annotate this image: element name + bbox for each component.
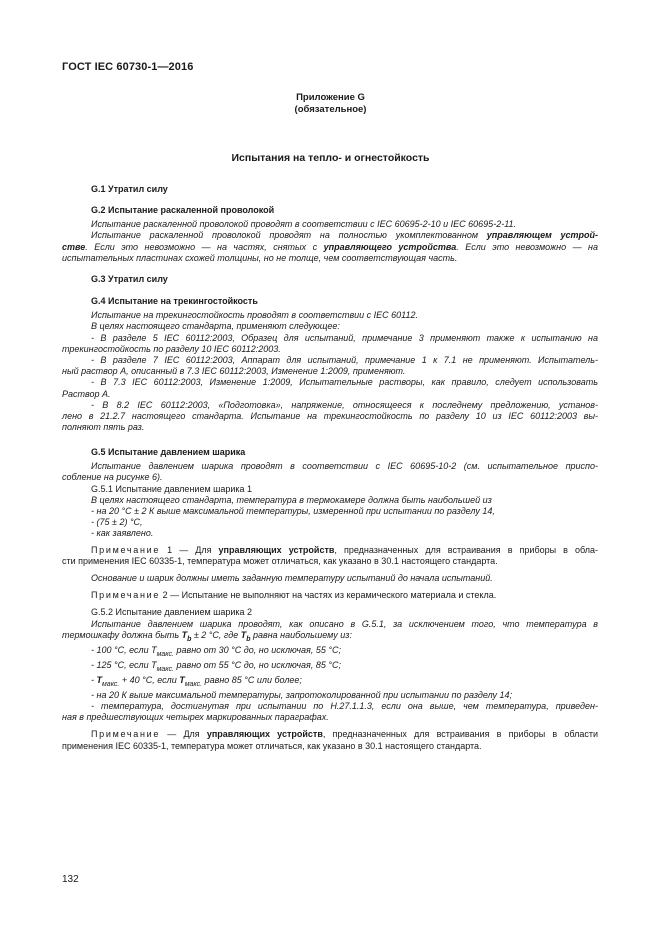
- page-number: 132: [62, 874, 79, 885]
- g52-line: Испытание давлением шарика проводят, как описано в G.5.1, за исключением того, что температура в: [91, 618, 598, 629]
- g51-line: В целях настоящего стандарта, температура в термокамере должна быть наибольшей из: [91, 494, 492, 505]
- g52-line: - $T_{макс.} + 40$ °C, если $T_{макс.}$ равно 85 °C или более;: [91, 674, 302, 688]
- g51-line: - как заявлено.: [91, 528, 154, 539]
- g51-line: - (75 ± 2) °C,: [91, 517, 143, 528]
- g4-line: Раствор А.: [62, 388, 111, 399]
- g5-heading: G.5 Испытание давлением шарика: [91, 447, 246, 457]
- g52-line: - на 20 К выше максимальной температуры, запротоколированной при испытании по разделу 14;: [91, 689, 513, 700]
- g4-line: - В 7.3 IEC 60112:2003, Изменение 1:2009, Испытательные растворы, как правило, следует использовать: [91, 377, 598, 388]
- section-g1: [62, 184, 598, 195]
- note-1-line-1: Примечание 1 — Для управляющих устройств, предназначенных для встраивания в приборы в обла-: [91, 544, 598, 555]
- g51-line: - на 20 °C ± 2 К выше максимальной температуры, измеренной при испытании по разделу 14,: [91, 506, 495, 517]
- g1-heading: G.1 Утратил силу: [91, 184, 168, 194]
- g4-line: - В разделе 5 IEC 60112:2003, Образец для испытаний, примечание 3 применяют также к испытанию на: [91, 332, 598, 343]
- section-g5: [62, 447, 598, 752]
- g4-line: В целях настоящего стандарта, применяют следующее:: [91, 321, 340, 332]
- section-g2: [62, 205, 598, 264]
- g2-paragraph-2-line-1: Испытание раскаленной проволокой проводят на полностью укомплектованном управляющем устрой-: [91, 230, 599, 241]
- standard-header: ГОСТ IEC 60730-1—2016: [62, 61, 194, 73]
- g4-line: - В 8.2 IEC 60112:2003, «Подготовка», напряжение, относящееся к последнему предложению, установ-: [91, 399, 598, 410]
- note-2: Примечание 2 — Испытание не выполняют на частях из керамического материала и стекла.: [91, 590, 497, 601]
- g52-line: - 100 °C, если $T_{макс.}$ равно от 30 °C до, но исключая, 55 °C;: [91, 644, 341, 658]
- note-1-line-2: сти применения IEC 60335-1, температура может отличаться, как указано в 30.1 настоящего стандарта.: [62, 555, 498, 566]
- g52-line: термошкафу должна быть $T_b \pm 2$ °C, где $T_b$ равна наибольшему из:: [62, 629, 352, 643]
- g4-line: Испытание на трекингостойкость проводят в соответствии с IEC 60112.: [91, 310, 419, 321]
- g2-paragraph-2-line-2: стве. Если это невозможно — на частях, снятых с управляющего устройства. Если это невозможно — на: [62, 241, 599, 252]
- appendix-subtitle: (обязательное): [294, 104, 367, 115]
- g2-paragraph-1: Испытание раскаленной проволокой проводят в соответствии с IEC 60695-2-10 и IEC 60695-2-11.: [91, 219, 517, 230]
- ball-temperature-text: Основание и шарик должны иметь заданную температуру испытаний до начала испытаний.: [91, 573, 493, 584]
- g2-paragraph-2-line-3: испытательных пластинах схожей толщины, но не толще, чем соответствующая часть.: [62, 252, 458, 263]
- g4-heading: G.4 Испытание на трекингостойкость: [91, 296, 258, 306]
- g4-line: полняют пять раз.: [62, 422, 145, 433]
- g51-title: G.5.1 Испытание давлением шарика 1: [91, 483, 253, 494]
- g52-line: - температура, достигнутая при испытании по Н.27.1.1.3, если она выше, чем температура, приведен-: [91, 701, 598, 712]
- section-g3: [62, 274, 598, 285]
- note-3-line-2: применения IEC 60335-1, температура может отличаться, как указано в 30.1 настоящего стандарта.: [62, 740, 482, 751]
- section-g4: [62, 296, 598, 433]
- main-title: Испытания на тепло- и огнестойкость: [231, 152, 430, 164]
- g52-line: ная в предшествующих четырех маркированных параграфах.: [62, 712, 329, 723]
- g4-line: трекингостойкость по разделу 10 IEC 60112:2003.: [62, 343, 281, 354]
- g2-heading: G.2 Испытание раскаленной проволокой: [91, 205, 275, 215]
- g3-heading: G.3 Утратил силу: [91, 274, 168, 284]
- appendix-title: Приложение G: [296, 92, 365, 103]
- note-3-line-1: Примечание — Для управляющих устройств, предназначенных для встраивания в приборы в области: [91, 729, 598, 740]
- g4-line: лено в 21.2.7 настоящего стандарта. Испытание на трекингостойкость по разделу 10 из IEC 60112:2003 вы-: [62, 411, 598, 422]
- g4-line: - В разделе 7 IEC 60112:2003, Аппарат для испытаний, примечание 1 к 7.1 не применяют. Испытатель-: [91, 355, 598, 366]
- g52-line: - 125 °C, если $T_{макс.}$ равно от 55 °C до, но исключая, 85 °C;: [91, 659, 341, 673]
- g4-line: ный раствор А, описанный в 7.3 IEC 60112:2003, Изменение 1:2009, применяют.: [62, 366, 406, 377]
- g5-line: Испытание давлением шарика проводят в соответствии с IEC 60695-10-2 (см. испытательное приспо-: [91, 461, 598, 472]
- g52-title: G.5.2 Испытание давлением шарика 2: [91, 607, 253, 618]
- g5-line: собление на рисунке 6).: [62, 472, 163, 483]
